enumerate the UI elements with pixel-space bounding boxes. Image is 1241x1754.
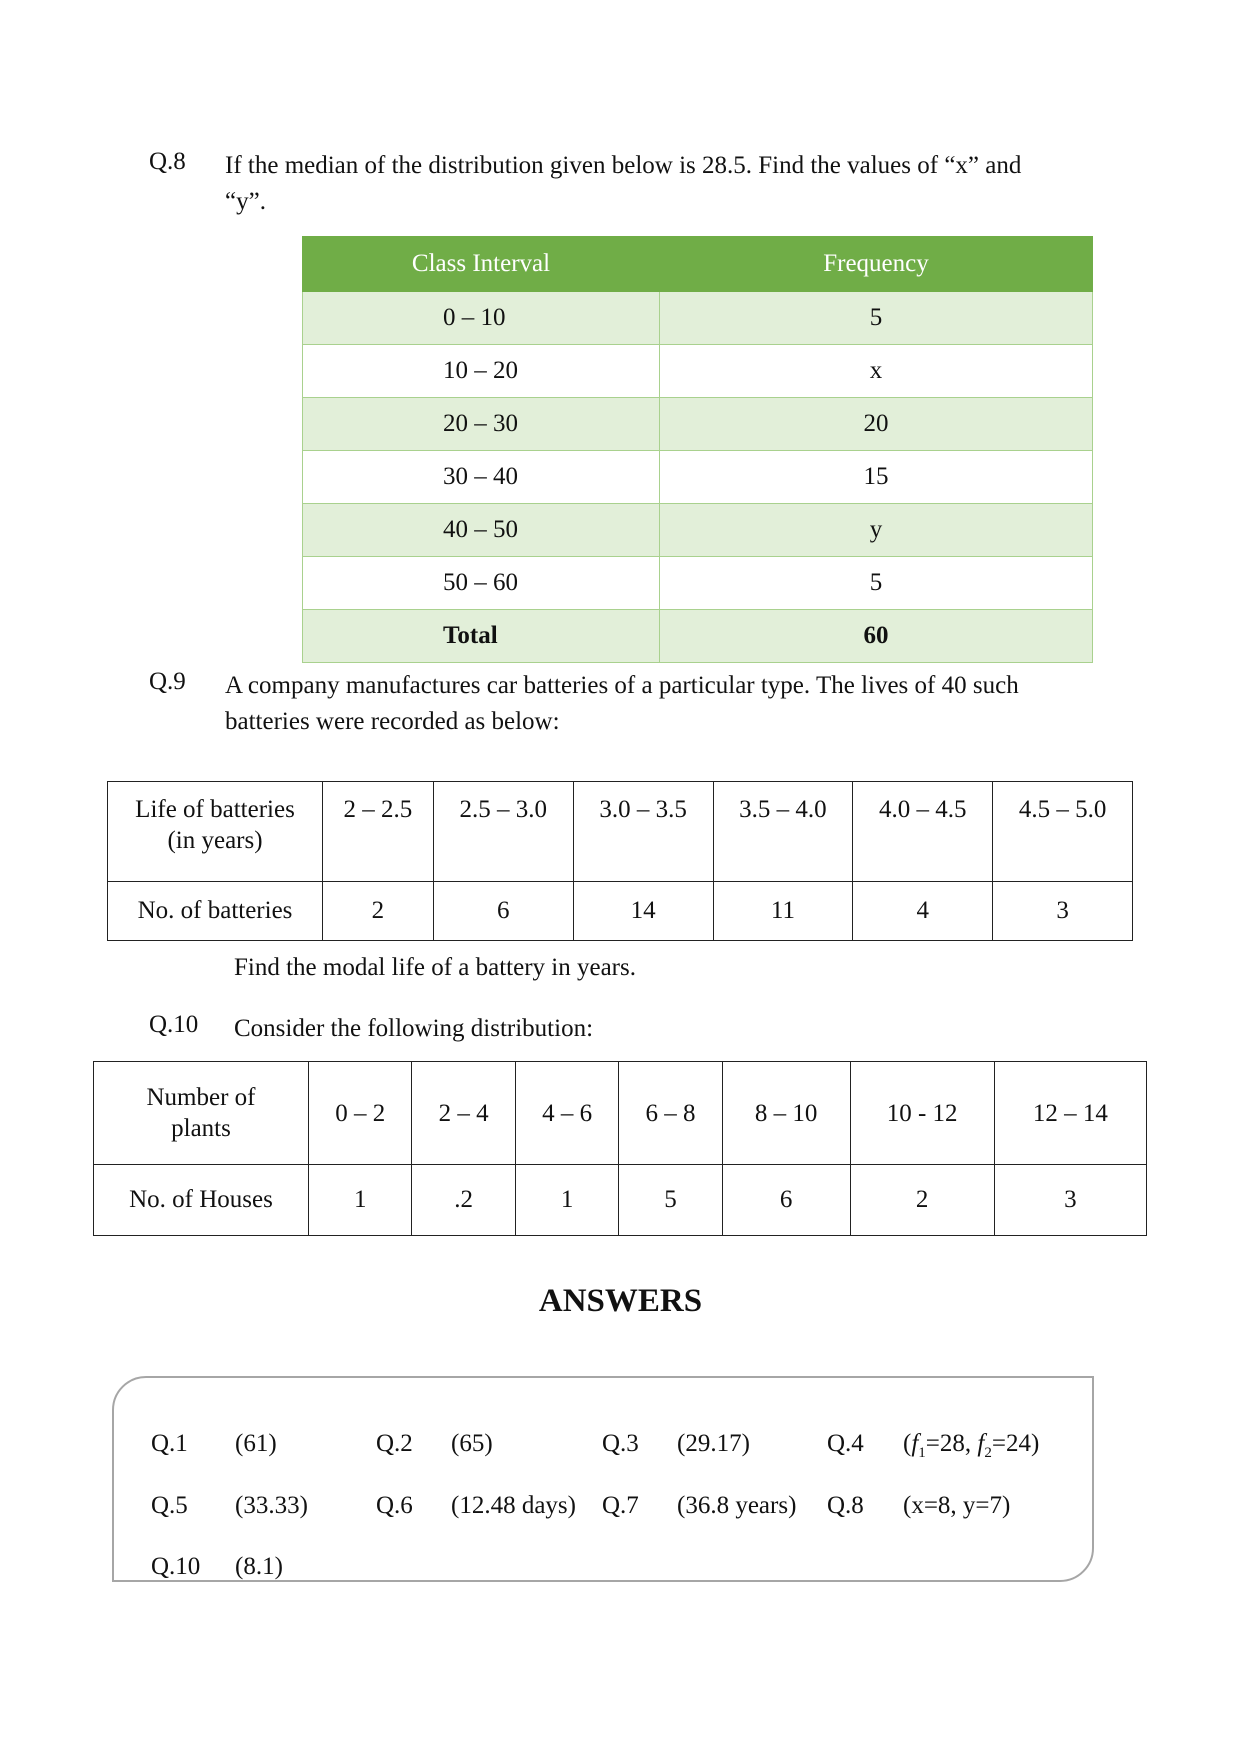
question-text-q10: Consider the following distribution:: [234, 1015, 594, 1042]
answer-question-label: Q.8: [827, 1492, 864, 1519]
answer-value: ($f_1=28$, $f_2=24$): [903, 1430, 1040, 1461]
median-distribution-table: [302, 236, 1093, 663]
answer-question-label: Q.10: [151, 1553, 201, 1580]
question-number-q9: Q.9: [149, 668, 186, 695]
frequency-cell: 20: [660, 398, 1093, 451]
answer-value: (61): [235, 1430, 277, 1457]
label-line: plants: [171, 1115, 231, 1142]
question-text-q8: [225, 148, 1105, 220]
answer-value: (36.8 years): [677, 1492, 797, 1519]
question-text-q8-line2: “y”.: [225, 188, 266, 215]
row-label-no-of-houses: No. of Houses: [94, 1165, 309, 1236]
interval-cell: 4.0 – 4.5: [853, 782, 993, 882]
count-cell: .2: [412, 1165, 515, 1236]
interval-cell: 6 – 8: [619, 1062, 722, 1165]
total-value-cell: 60: [660, 610, 1093, 663]
frequency-cell: y: [660, 504, 1093, 557]
row-label-number-of-plants: [94, 1062, 309, 1165]
table-total-row: [303, 610, 1093, 663]
interval-cell: 2 – 4: [412, 1062, 515, 1165]
header-class-interval: Class Interval: [303, 237, 660, 292]
answer-question-label: Q.6: [376, 1492, 413, 1519]
count-cell: 6: [433, 882, 573, 941]
answer-value: (8.1): [235, 1553, 283, 1580]
frequency-cell: 15: [660, 451, 1093, 504]
interval-cell: 4.5 – 5.0: [993, 782, 1133, 882]
count-cell: 1: [515, 1165, 618, 1236]
row-label-no-of-batteries: No. of batteries: [108, 882, 323, 941]
answer-value: (33.33): [235, 1492, 308, 1519]
question-text-q8-line1: If the median of the distribution given below is 28.5. Find the values of “x” and: [225, 152, 1022, 179]
table-row: [94, 1165, 1147, 1236]
class-interval-cell: 0 – 10: [303, 292, 660, 345]
count-cell: 2: [323, 882, 434, 941]
table-row: [303, 398, 1093, 451]
answers-box: [112, 1376, 1094, 1582]
frequency-cell: x: [660, 345, 1093, 398]
label-line: (in years): [167, 827, 263, 854]
table-row: [108, 882, 1133, 941]
question-number-q8: Q.8: [149, 148, 186, 175]
interval-cell: 2 – 2.5: [323, 782, 434, 882]
table-row: [303, 292, 1093, 345]
table-row: [303, 504, 1093, 557]
class-interval-cell: 20 – 30: [303, 398, 660, 451]
answers-heading: ANSWERS: [538, 1283, 703, 1319]
answer-question-label: Q.3: [602, 1430, 639, 1457]
answer-value: (65): [451, 1430, 493, 1457]
frequency-cell: 5: [660, 557, 1093, 610]
answer-value: (29.17): [677, 1430, 750, 1457]
interval-cell: 0 – 2: [309, 1062, 412, 1165]
answer-question-label: Q.1: [151, 1430, 188, 1457]
class-interval-cell: 30 – 40: [303, 451, 660, 504]
class-interval-cell: 50 – 60: [303, 557, 660, 610]
class-interval-cell: 40 – 50: [303, 504, 660, 557]
table-header-row: [303, 237, 1093, 292]
interval-cell: 2.5 – 3.0: [433, 782, 573, 882]
answer-value: (12.48 days): [451, 1492, 576, 1519]
answer-question-label: Q.7: [602, 1492, 639, 1519]
table-row: [303, 345, 1093, 398]
count-cell: 2: [850, 1165, 994, 1236]
count-cell: 3: [993, 882, 1133, 941]
interval-cell: 8 – 10: [722, 1062, 850, 1165]
label-line: Life of batteries: [135, 796, 295, 823]
interval-cell: 3.0 – 3.5: [573, 782, 713, 882]
row-label-life-of-batteries: [108, 782, 323, 882]
count-cell: 6: [722, 1165, 850, 1236]
answer-question-label: Q.4: [827, 1430, 864, 1457]
count-cell: 3: [994, 1165, 1146, 1236]
label-line: Number of: [146, 1084, 256, 1111]
table-row: [94, 1062, 1147, 1165]
interval-cell: 12 – 14: [994, 1062, 1146, 1165]
table-row: [303, 451, 1093, 504]
question-number-q10: Q.10: [149, 1011, 199, 1038]
question-followup-q9: Find the modal life of a battery in years.: [234, 954, 636, 981]
answer-question-label: Q.2: [376, 1430, 413, 1457]
table-row: [303, 557, 1093, 610]
count-cell: 4: [853, 882, 993, 941]
question-text-q9-line1: A company manufactures car batteries of a particular type. The lives of 40 such: [225, 672, 1019, 699]
header-frequency: Frequency: [660, 237, 1093, 292]
battery-life-table: [107, 781, 1133, 941]
count-cell: 5: [619, 1165, 722, 1236]
count-cell: 1: [309, 1165, 412, 1236]
interval-cell: 10 - 12: [850, 1062, 994, 1165]
total-label-cell: Total: [303, 610, 660, 663]
answer-question-label: Q.5: [151, 1492, 188, 1519]
frequency-cell: 5: [660, 292, 1093, 345]
count-cell: 11: [713, 882, 853, 941]
count-cell: 14: [573, 882, 713, 941]
table-row: [108, 782, 1133, 882]
interval-cell: 3.5 – 4.0: [713, 782, 853, 882]
question-text-q9: [225, 668, 1105, 740]
answer-value: (x=8, y=7): [903, 1492, 1011, 1519]
question-text-q9-line2: batteries were recorded as below:: [225, 708, 560, 735]
class-interval-cell: 10 – 20: [303, 345, 660, 398]
interval-cell: 4 – 6: [515, 1062, 618, 1165]
plants-distribution-table: [93, 1061, 1147, 1236]
